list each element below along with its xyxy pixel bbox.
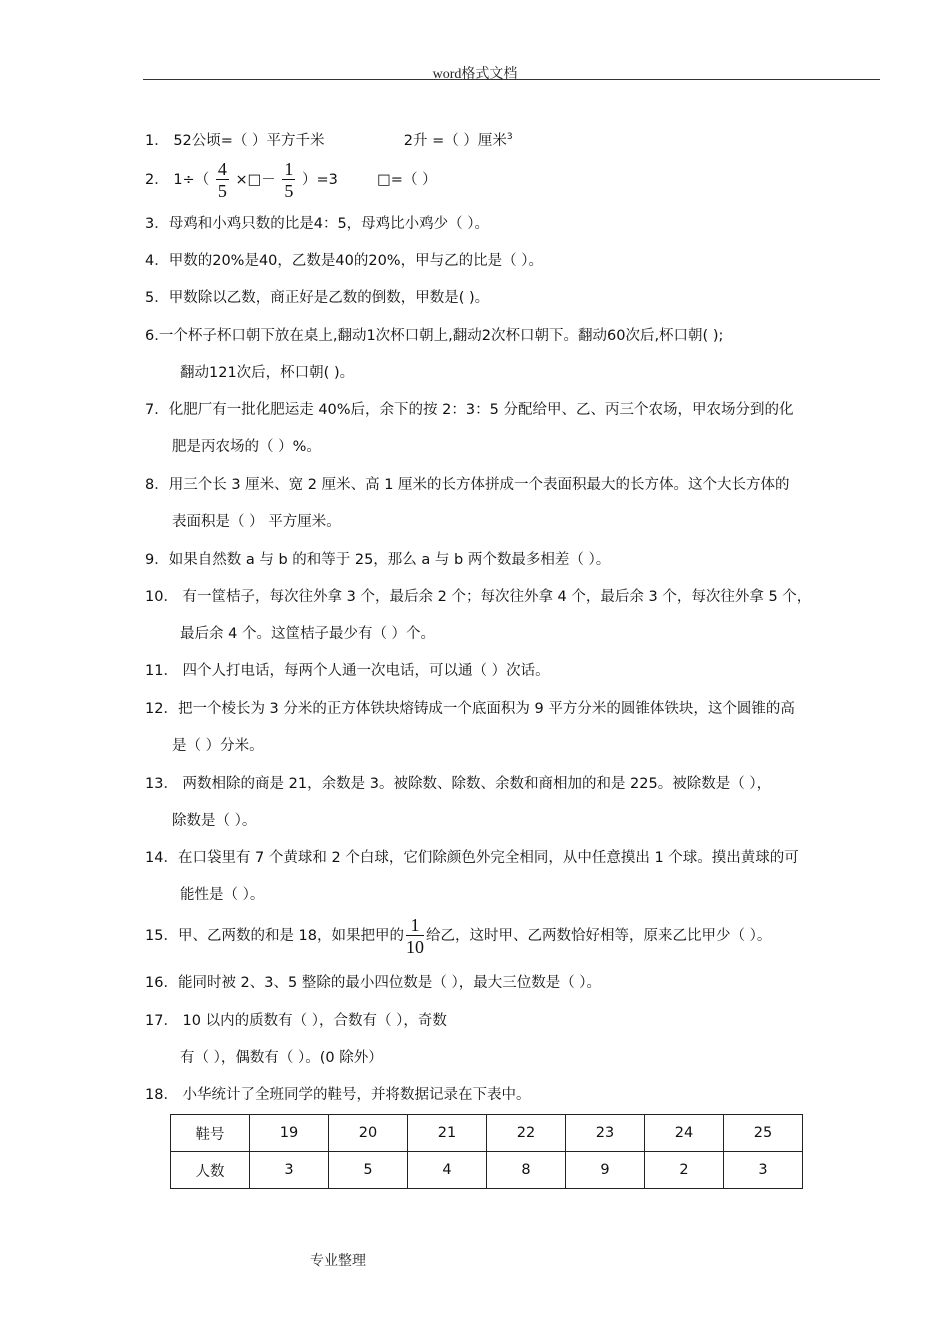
question-13-line-2: 除数是（ ）。 <box>172 813 257 829</box>
question-2 <box>145 158 885 202</box>
table-cell: 4 <box>408 1152 487 1189</box>
fraction-1-10: $\frac{1}{10}$ <box>406 915 425 957</box>
fraction-4-5: $\frac{4}{5}$ <box>217 159 227 201</box>
question-1 <box>145 127 885 151</box>
table-cell: 5 <box>329 1152 408 1189</box>
table-cell: 3 <box>724 1152 803 1189</box>
question-6-line-1: 6.一个杯子杯口朝下放在桌上,翻动1次杯口朝上,翻动2次杯口朝下。翻动60次后,杯口朝( ); <box>145 328 724 344</box>
question-17-line-1: 17． 10 以内的质数有（ ），合数有（ ），奇数 <box>145 1013 447 1029</box>
table-cell: 25 <box>724 1115 803 1152</box>
question-14-line-1: 14．在口袋里有 7 个黄球和 2 个白球，它们除颜色外完全相同，从中任意摸出 1 个球。摸出黄球的可 <box>145 850 799 866</box>
question-2-blank: □=（ ） <box>377 172 437 188</box>
footer-text: 专业整理 <box>310 1253 366 1269</box>
question-15 <box>145 914 885 958</box>
table-cell: 24 <box>645 1115 724 1152</box>
shoe-size-table <box>170 1114 803 1189</box>
question-4: 4．甲数的20%是40，乙数是40的20%，甲与乙的比是（ ）。 <box>145 253 543 269</box>
table-cell: 3 <box>250 1152 329 1189</box>
question-10-line-1: 10． 有一筐桔子，每次往外拿 3 个，最后余 2 个；每次往外拿 4 个，最后余 3 个，每次往外拿 5 个， <box>145 589 812 605</box>
table-cell: 19 <box>250 1115 329 1152</box>
question-15-post: 给乙，这时甲、乙两数恰好相等，原来乙比甲少（ ）。 <box>426 928 772 944</box>
question-8-line-1: 8．用三个长 3 厘米、宽 2 厘米、高 1 厘米的长方体拼成一个表面积最大的长方体。这个大长方体的 <box>145 477 790 493</box>
question-16: 16．能同时被 2、3、5 整除的最小四位数是（ ），最大三位数是（ ）。 <box>145 975 602 991</box>
table-cell: 9 <box>566 1152 645 1189</box>
question-2-post: ）=3 <box>302 172 338 188</box>
fraction-1-5: $\frac{1}{5}$ <box>284 159 294 201</box>
question-7-line-1: 7．化肥厂有一批化肥运走 40%后，余下的按 2：3：5 分配给甲、乙、丙三个农场，甲农场分到的化 <box>145 402 794 418</box>
table-cell: 22 <box>487 1115 566 1152</box>
question-15-pre: 15．甲、乙两数的和是 18，如果把甲的 <box>145 928 405 944</box>
question-1-sup: 3 <box>506 132 513 142</box>
question-2-pre: 2． 1÷（ <box>145 172 210 188</box>
question-13-line-1: 13． 两数相除的商是 21，余数是 3。被除数、除数、余数和商相加的和是 225。被除数是（ ）， <box>145 776 772 792</box>
table-cell: 20 <box>329 1115 408 1152</box>
question-17-line-2: 有（ ），偶数有（ ）。(0 除外） <box>180 1050 383 1066</box>
question-6-line-2: 翻动121次后，杯口朝( )。 <box>180 365 355 381</box>
question-1-part-a: 1． 52公顷=（ ）平方千米 <box>145 132 325 149</box>
question-14-line-2: 能性是（ ）。 <box>180 887 265 903</box>
table-cell: 23 <box>566 1115 645 1152</box>
question-10-line-2: 最后余 4 个。这筐桔子最少有（ ）个。 <box>180 626 436 642</box>
question-9: 9．如果自然数 a 与 b 的和等于 25，那么 a 与 b 两个数最多相差（ ）。 <box>145 552 611 568</box>
table-row-label-count: 人数 <box>171 1152 250 1189</box>
table-cell: 2 <box>645 1152 724 1189</box>
table-row <box>171 1115 803 1152</box>
question-12-line-2: 是（ ）分米。 <box>172 738 264 754</box>
header-rule <box>143 79 880 80</box>
question-1-part-b: 2升 =（ ）厘米 <box>403 132 507 149</box>
question-18: 18． 小华统计了全班同学的鞋号，并将数据记录在下表中。 <box>145 1087 531 1103</box>
question-5: 5．甲数除以乙数，商正好是乙数的倒数，甲数是( )。 <box>145 290 490 306</box>
question-12-line-1: 12．把一个棱长为 3 分米的正方体铁块熔铸成一个底面积为 9 平方分米的圆锥体铁块，这个圆锥的高 <box>145 701 795 717</box>
question-7-line-2: 肥是丙农场的（ ）%。 <box>172 439 321 455</box>
question-11: 11． 四个人打电话，每两个人通一次电话，可以通（ ）次话。 <box>145 663 550 679</box>
table-cell: 21 <box>408 1115 487 1152</box>
table-row <box>171 1152 803 1189</box>
question-8-line-2: 表面积是（ ） 平方厘米。 <box>172 514 341 530</box>
question-2-mid: ×□－ <box>235 172 276 188</box>
header-title: word格式文档 <box>432 67 518 82</box>
question-3: 3．母鸡和小鸡只数的比是4：5，母鸡比小鸡少（ ）。 <box>145 216 490 232</box>
table-cell: 8 <box>487 1152 566 1189</box>
table-row-label-size: 鞋号 <box>171 1115 250 1152</box>
